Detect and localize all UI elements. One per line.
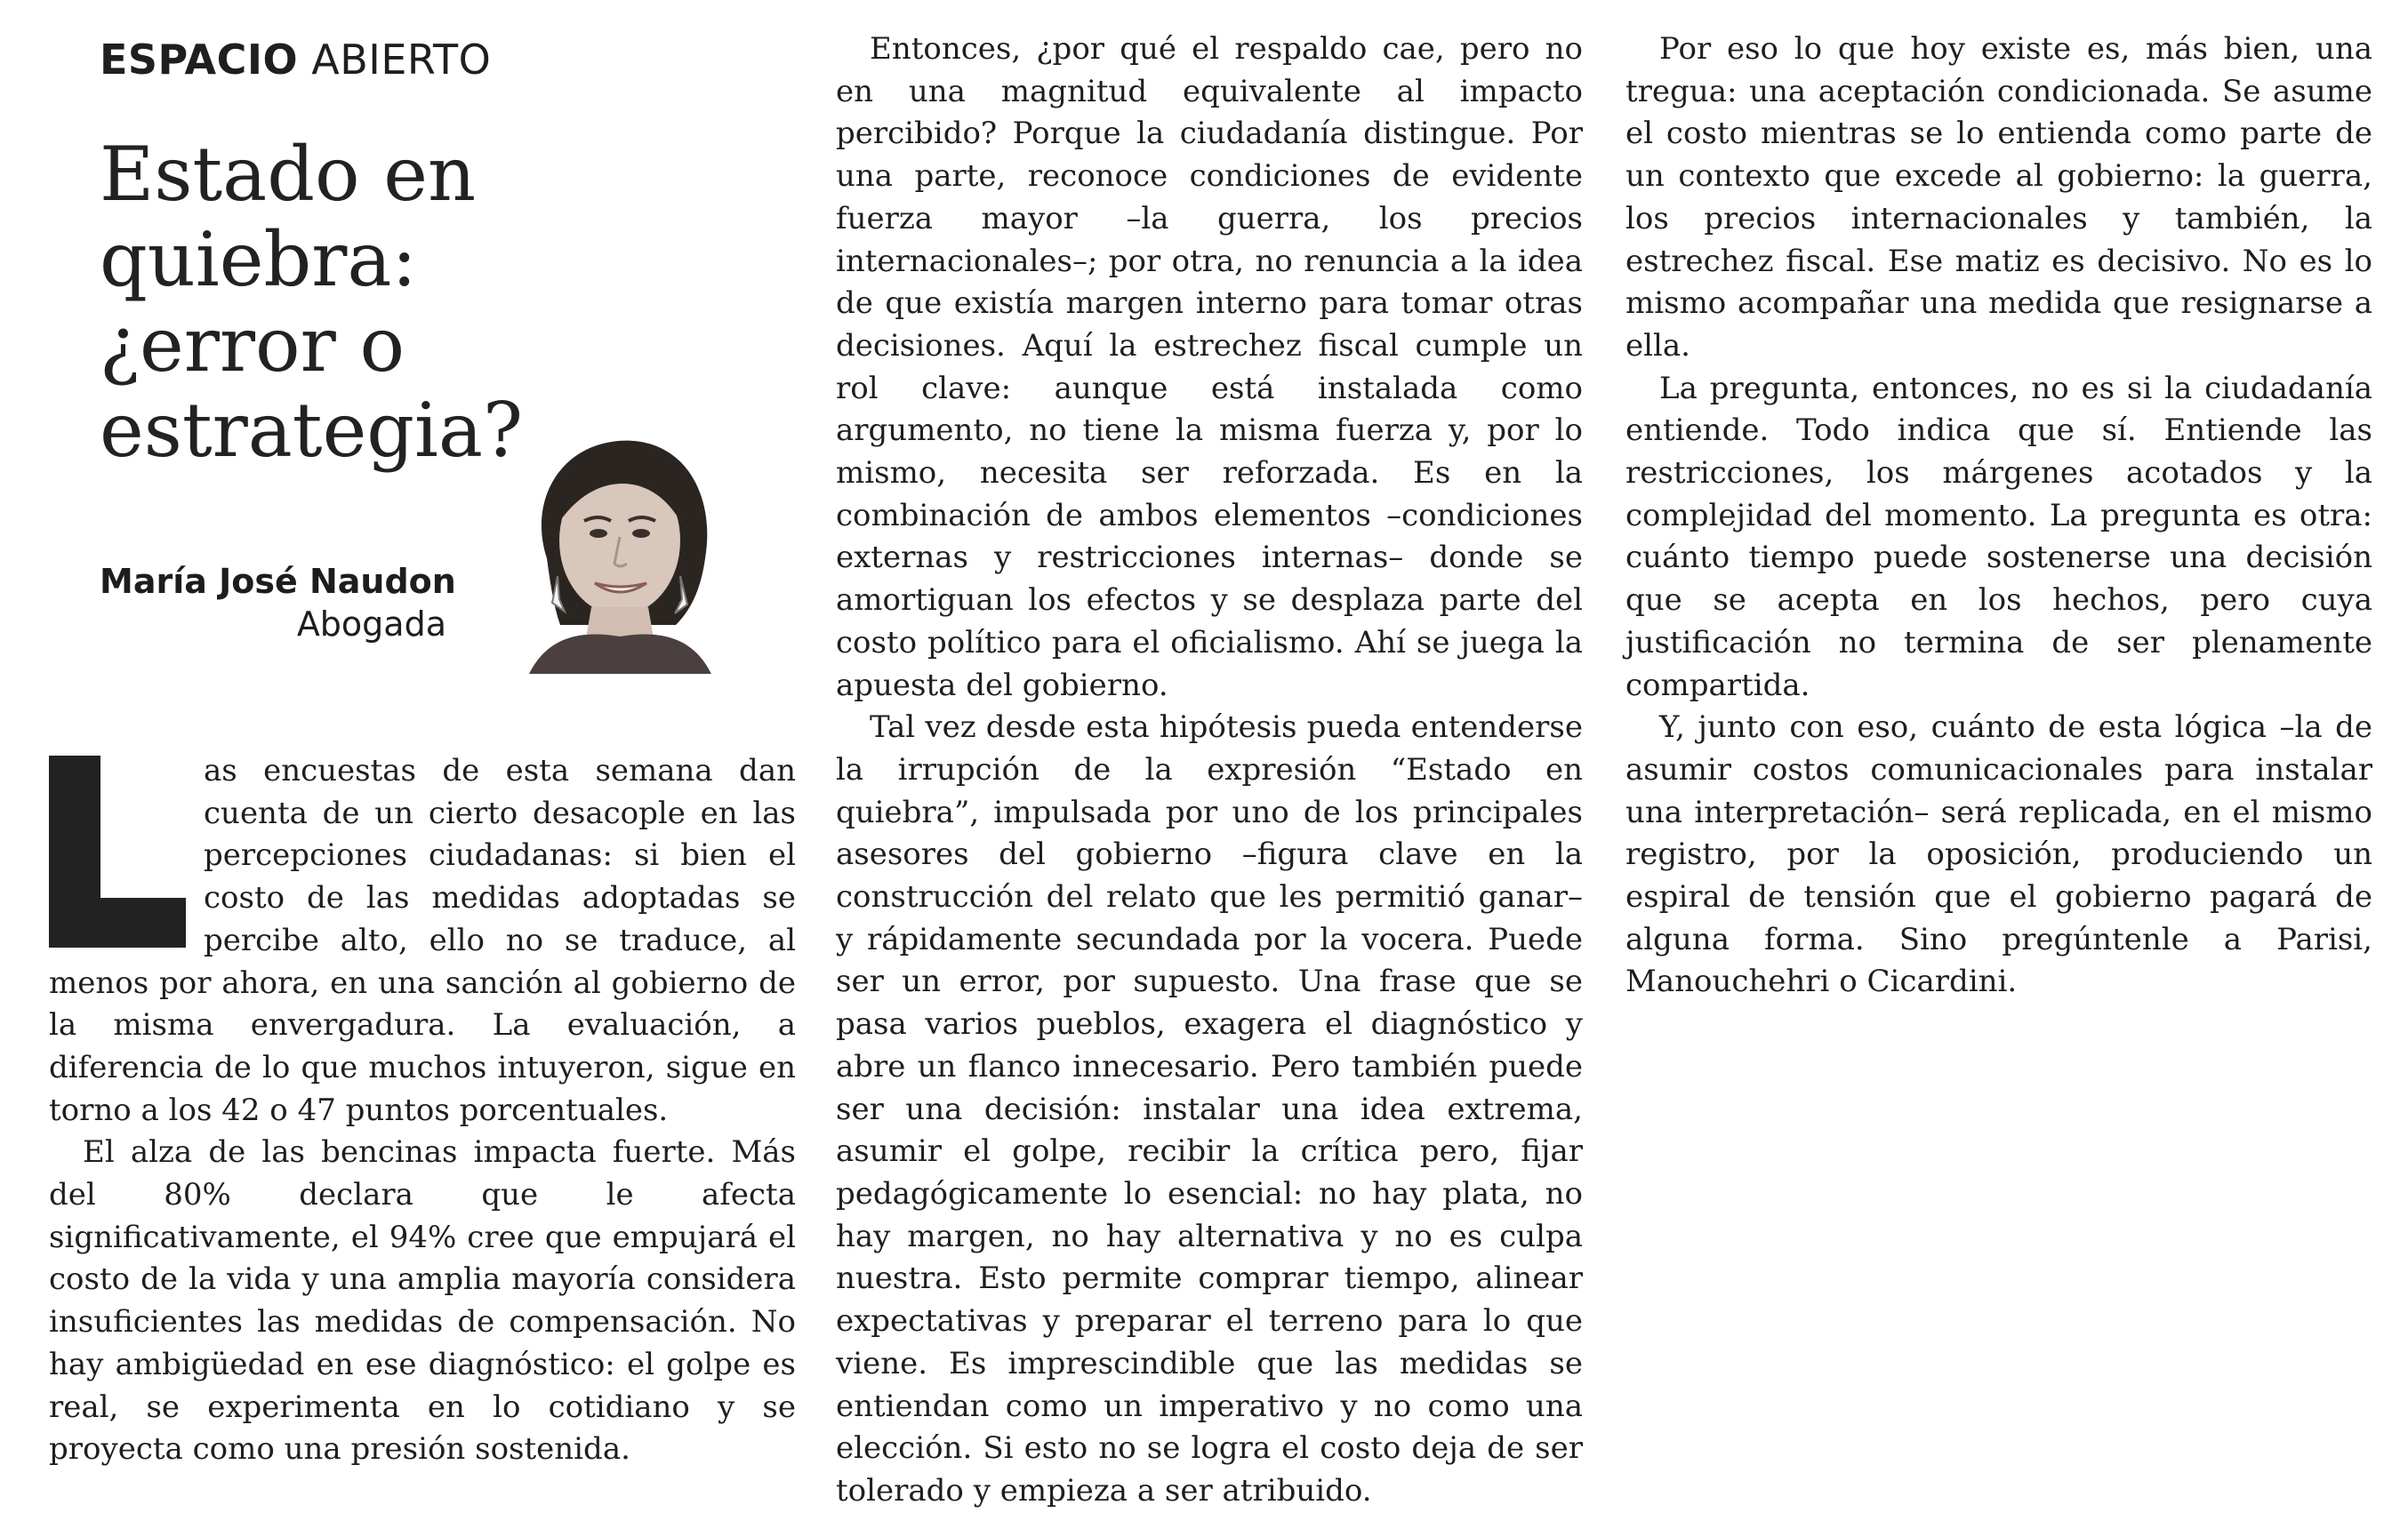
author-portrait [494,425,742,674]
section-label [100,36,491,84]
paragraph-7: Y, junto con eso, cuánto de esta lógica –la de asumir costos comunicacionales para instalar una interpretación– será replicada, en el mismo registro, por la oposición, produciendo un espiral de tensión que el gobierno pagará de alguna forma. Sino pregúntenle a Parisi, Manouchehri o Cicardini. [1625,709,2372,1000]
author-name: María José Naudon [100,562,456,601]
drop-cap-letter: L [67,844,68,845]
article-column-2 [836,28,1583,1513]
section-label-bold: ESPACIO [100,36,299,84]
article-column-3 [1625,28,2372,1004]
section-label-regular: ABIERTO [311,36,492,84]
headline: Estado en quiebra: ¿error o estrategia? [100,131,524,474]
author-block [100,560,456,645]
author-role: Abogada [296,604,446,644]
article-column-1 [49,750,796,1471]
paragraph-5: Por eso lo que hoy existe es, más bien, una tregua: una aceptación condicionada. Se asume el costo mientras se lo entienda como parte de un contexto que excede al gobierno: la guerra, los precios internacionales y también, la estrechez fiscal. Ese matiz es decisivo. No es lo mismo acompañar una medida que resignarse a ella. [1625,31,2372,364]
paragraph-2-text: El alza de las bencinas impacta fuerte. Más del 80% declara que le afecta significativamente, el 94% cree que empujará el costo de la vida y una amplia mayoría considera insuficientes las medidas de compensación. No hay ambigüedad en ese diagnóstico: el golpe es real, se experimenta en lo cotidiano y se proyecta como una presión sostenida. [49,1134,796,1468]
paragraph-6: La pregunta, entonces, no es si la ciudadanía entiende. Todo indica que sí. Entiende las restricciones, los márgenes acotados y la complejidad del momento. La pregunta es otra: cuánto tiempo puede sostenerse una decisión que se acepta en los hechos, pero cuya justificación no termina de ser plenamente compartida. [1625,370,2372,703]
paragraph-3: Entonces, ¿por qué el respaldo cae, pero no en una magnitud equivalente al impacto percibido? Porque la ciudadanía distingue. Por una parte, reconoce condiciones de evidente fuerza mayor –la guerra, los precios internacionales–; por otra, no renuncia a la idea de que existía margen interno para tomar otras decisiones. Aquí la estrechez fiscal cumple un rol clave: aunque está instalada como argumento, no tiene la misma fuerza y, por lo mismo, necesita ser reforzada. Es en la combinación de ambos elementos –condiciones externas y restricciones internas– donde se amortiguan los efectos y se desplaza parte del costo político para el oficialismo. Ahí se juega la apuesta del gobierno. [836,31,1583,703]
paragraph-1: as encuestas de esta semana dan cuenta de un cierto desacople en las percepciones ciudadanas: si bien el costo de las medidas adoptadas se percibe alto, ello no se traduce, al menos por ahora, en una sanción al gobierno de la misma envergadura. La evaluación, a diferencia de lo que muchos intuyeron, sigue en torno a los 42 o 47 puntos porcentuales. [49,753,796,1128]
paragraph-2 [49,1132,796,1471]
paragraph-4: Tal vez desde esta hipótesis pueda entenderse la irrupción de la expresión “Estado en quiebra”, impulsada por uno de los principales asesores del gobierno –figura clave en la construcción del relato que les permitió ganar– y rápidamente secundada por la vocera. Puede ser un error, por supuesto. Una frase que se pasa varios pueblos, exagera el diagnóstico y abre un flanco innecesario. Pero también puede ser una decisión: instalar una idea extrema, asumir el golpe, recibir la crítica pero, fijar pedagógicamente lo esencial: no hay plata, no hay margen, no hay alternativa y no es culpa nuestra. Esto permite comprar tiempo, alinear expectativas y preparar el terreno para lo que viene. Es imprescindible que las medidas se entiendan como un imperativo y no como una elección. Si esto no se logra el costo deja de ser tolerado y empieza a ser atribuido. [836,709,1583,1509]
drop-cap [49,756,186,948]
